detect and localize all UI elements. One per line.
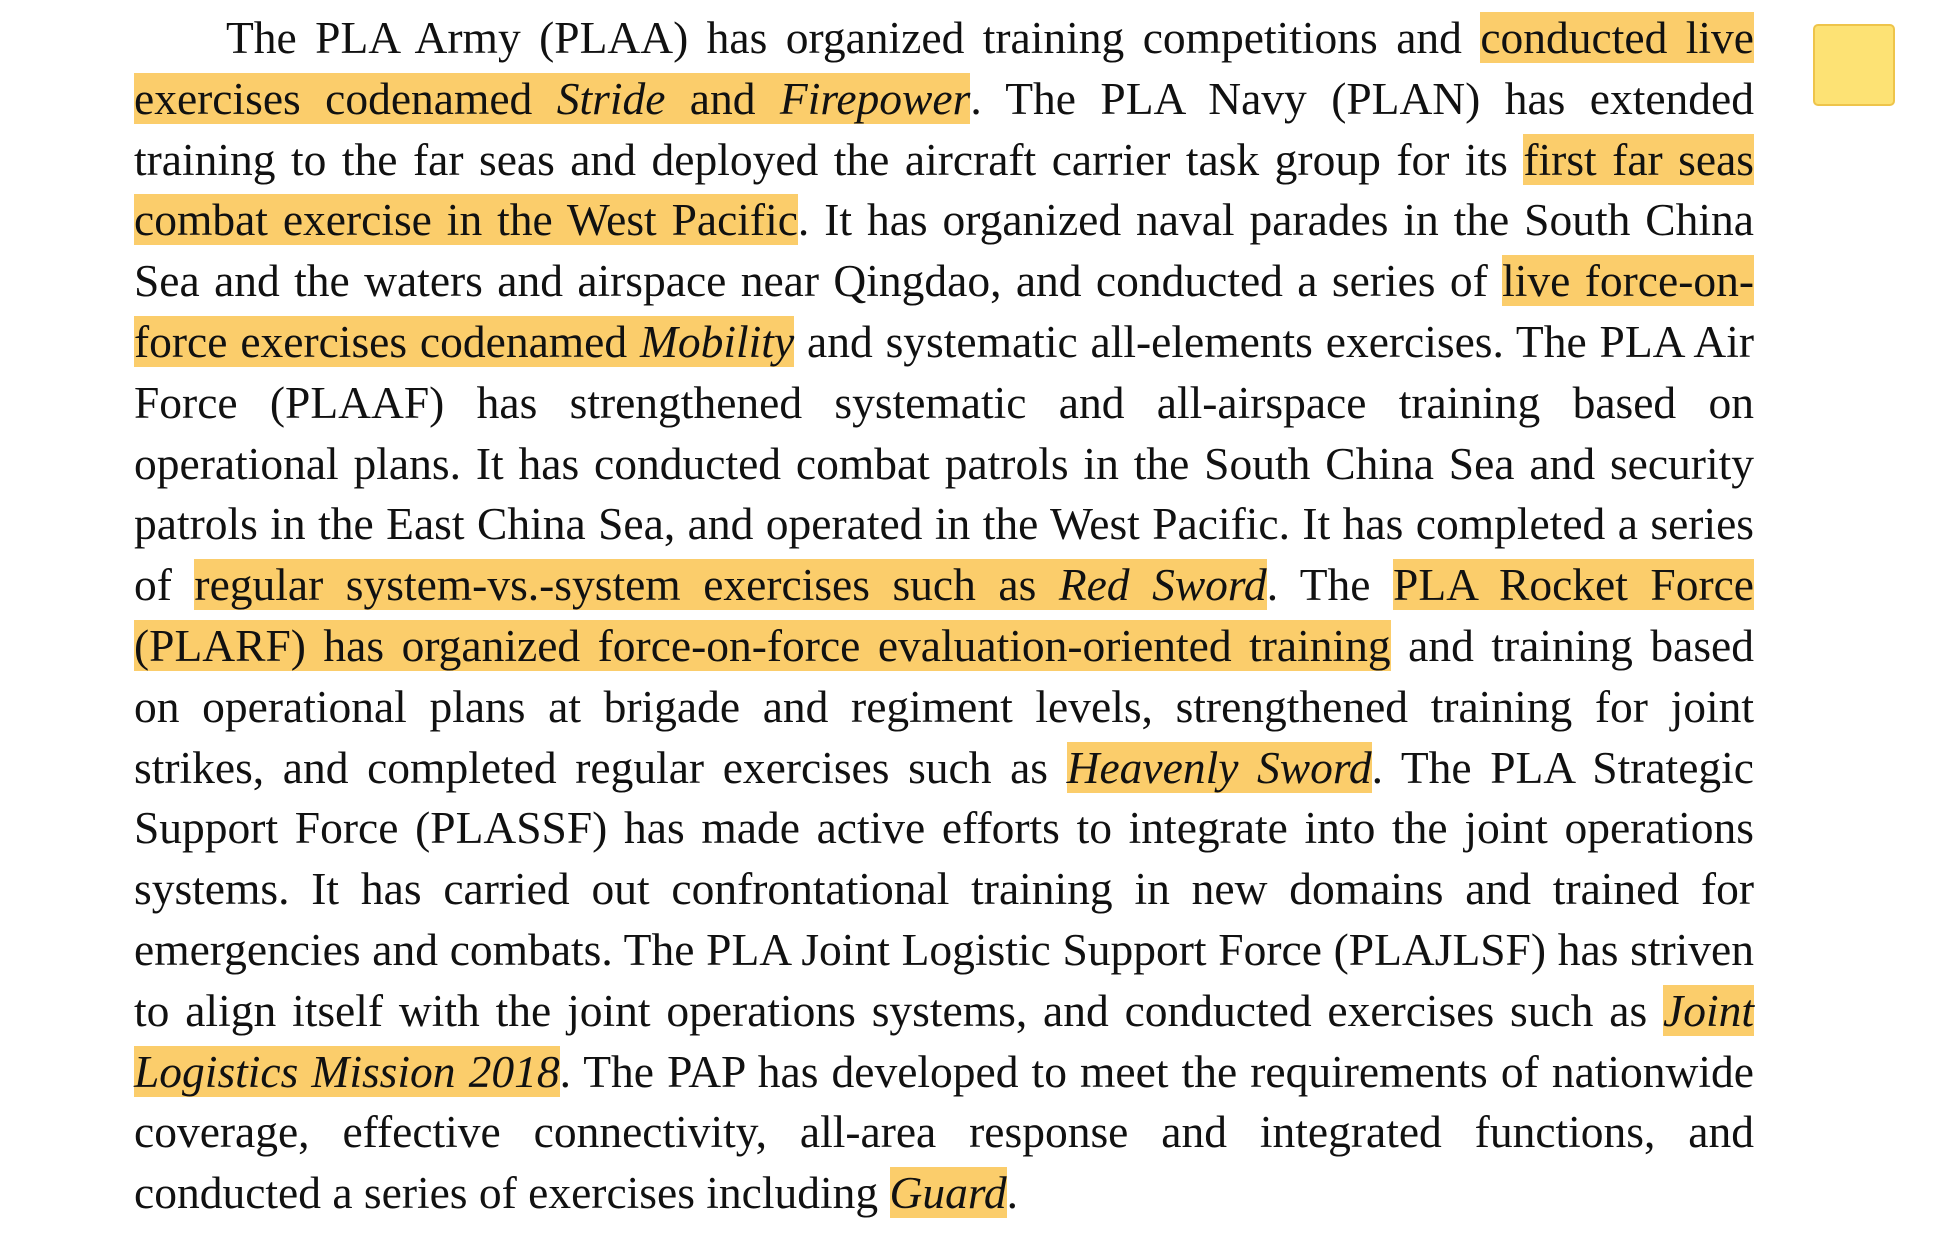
text-run: . The PLA Strategic Support Force (PLASSF) has made active efforts to integrate into the joint operations systems. It has carried out confrontational training in new domains and trained for emergencies and combats. The PLA Joint Logistic Support Force (PLAJLSF) has striven to align itself with the joint operations systems, and conducted exercises such as [134,741,1754,1036]
highlighted-text[interactable]: Firepower [779,72,971,124]
highlighted-text[interactable]: PLA Rocket Force (PLARF) has organized force-on-force evaluation-oriented training [134,559,1754,671]
highlighted-text[interactable]: and [665,72,780,124]
highlighted-text[interactable]: first far seas combat exercise in the West Pacific [134,133,1754,246]
highlighted-text[interactable]: Red Sword [1058,559,1267,611]
highlighted-text[interactable]: Guard [889,1167,1007,1219]
highlighted-text[interactable]: Stride [556,72,666,124]
text-run: . [1006,1167,1019,1219]
text-run: . The PLA Navy (PLAN) has extended training to the far seas and deployed the aircraft carrier task group for its [134,72,1754,185]
highlighted-text[interactable]: Joint Logistics Mission 2018 [134,984,1754,1097]
highlighted-text[interactable]: regular system-vs.-system exercises such as [194,559,1059,611]
text-run: . The PAP has developed to meet the requirements of nationwide coverage, effective connectivity, all-area response and integrated functions, and conducted a series of exercises including [134,1045,1754,1219]
highlighted-text[interactable]: Heavenly Sword [1066,741,1372,793]
text-run: The PLA Army (PLAA) has organized training competitions and [226,12,1481,63]
text-run: and training based on operational plans at brigade and regiment levels, strengthened training for joint strikes, and completed regular exercises such as [134,619,1754,793]
highlighted-text[interactable]: Mobility [639,315,795,367]
highlighted-text[interactable]: live force-on-force exercises codenamed [134,255,1754,367]
text-run: and systematic all-elements exercises. The PLA Air Force (PLAAF) has strengthened systematic and all-airspace training based on operational plans. It has conducted combat patrols in the South China Sea and security patrols in the East China Sea, and operated in the West Pacific. It has completed a series of [134,315,1754,611]
sticky-note-icon[interactable] [1813,24,1895,106]
highlighted-text[interactable]: conducted live exercises codenamed [134,12,1754,124]
text-run: . It has organized naval parades in the South China Sea and the waters and airspace near Qingdao, and conducted a series of [134,194,1754,307]
text-run: . The [1266,559,1394,611]
body-paragraph [134,8,1754,1224]
